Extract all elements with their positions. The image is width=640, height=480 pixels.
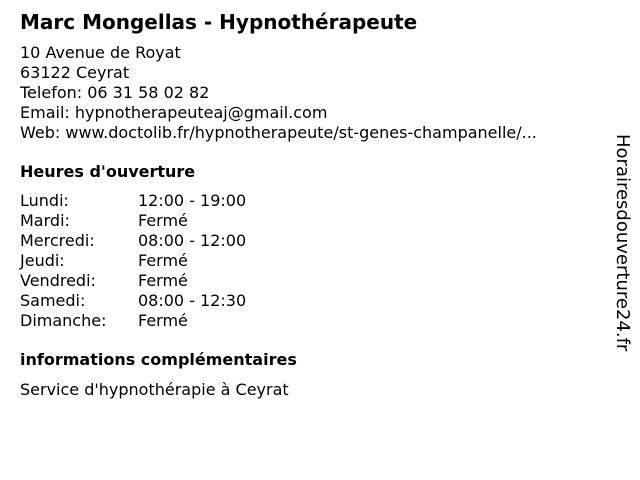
contact-block <box>20 43 600 143</box>
hours-row-saturday <box>20 291 600 311</box>
city-postcode: 63122 Ceyrat <box>20 63 130 82</box>
business-title: Marc Mongellas - Hypnothérapeute <box>20 10 418 34</box>
additional-info-text: Service d'hypnothérapie à Ceyrat <box>20 380 289 399</box>
day-label: Dimanche: <box>20 311 107 330</box>
day-label: Mardi: <box>20 211 70 230</box>
hours-row-wednesday <box>20 231 600 251</box>
hours-row-thursday <box>20 251 600 271</box>
day-label: Mercredi: <box>20 231 95 250</box>
hours-row-sunday <box>20 311 600 331</box>
opening-hours-heading: Heures d'ouverture <box>20 162 196 181</box>
day-label: Jeudi: <box>20 251 65 270</box>
day-hours: 12:00 - 19:00 <box>138 191 247 210</box>
day-hours: 08:00 - 12:30 <box>138 291 247 310</box>
business-card <box>20 10 600 400</box>
email-address: Email: hypnotherapeuteaj@gmail.com <box>20 103 328 122</box>
day-label: Samedi: <box>20 291 86 310</box>
hours-row-tuesday <box>20 211 600 231</box>
day-label: Vendredi: <box>20 271 96 290</box>
day-hours: Fermé <box>138 251 188 270</box>
hours-row-monday <box>20 191 600 211</box>
day-hours: Fermé <box>138 271 188 290</box>
street-address: 10 Avenue de Royat <box>20 43 181 62</box>
hours-row-friday <box>20 271 600 291</box>
day-hours: 08:00 - 12:00 <box>138 231 247 250</box>
day-label: Lundi: <box>20 191 69 210</box>
phone-number: Telefon: 06 31 58 02 82 <box>20 83 210 102</box>
day-hours: Fermé <box>138 211 188 230</box>
site-watermark: Horairesdouverture24.fr <box>612 134 633 352</box>
day-hours: Fermé <box>138 311 188 330</box>
additional-info-heading: informations complémentaires <box>20 350 297 369</box>
opening-hours-table <box>20 191 600 331</box>
website-url: Web: www.doctolib.fr/hypnotherapeute/st-genes-champanelle/... <box>20 123 537 142</box>
